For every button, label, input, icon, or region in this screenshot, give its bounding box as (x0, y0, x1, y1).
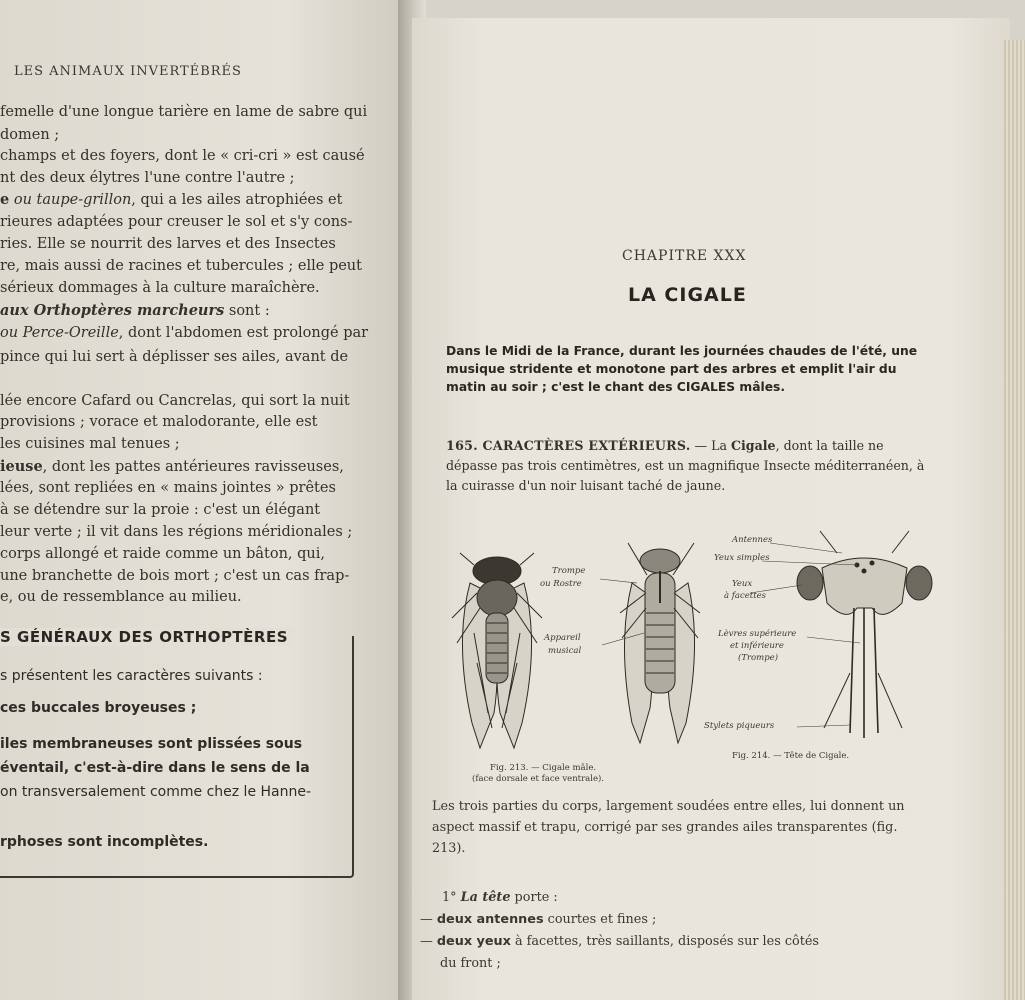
label-yeux-facettes-1: Yeux (732, 579, 753, 589)
left-text-line (0, 258, 362, 274)
left-text-line (0, 480, 336, 496)
left-text-line (0, 236, 336, 252)
caption-fig-214: Fig. 214. — Tête de Cigale. (732, 751, 850, 761)
left-text-run: rieures adaptées pour creuser le sol et s'y cons- (0, 214, 353, 230)
left-text-run: sont : (224, 303, 270, 319)
left-text-line (0, 458, 344, 475)
left-text-run: femelle d'une longue tarière en lame de sabre qui (0, 104, 368, 120)
cicada-ventral-drawing (620, 543, 700, 743)
page-block-edge (1004, 40, 1025, 1000)
cicada-dorsal-drawing (452, 553, 542, 748)
left-text-run: , dont les pattes antérieures ravisseuses, (42, 459, 344, 475)
left-text-run: lées, sont repliées en « mains jointes » prêtes (0, 480, 336, 496)
label-yeux-simples: Yeux simples (714, 553, 770, 563)
left-text-run: une branchette de bois mort ; c'est un cas frap- (0, 568, 350, 584)
label-yeux-facettes-2: à facettes (724, 591, 766, 601)
summary-box-line: iles membraneuses sont plissées sous (0, 736, 303, 752)
left-text-line (0, 436, 180, 452)
chapter-title: LA CIGALE (628, 284, 747, 306)
label-appareil: Appareil (544, 633, 581, 643)
left-text-line (0, 393, 350, 409)
section-text: — La (690, 438, 731, 453)
left-text-bold: ieuse (0, 458, 43, 475)
left-text-bold: e (0, 191, 10, 208)
list-item: — deux yeux à facettes, très saillants, disposés sur les côtés (420, 934, 819, 949)
list-item (440, 956, 501, 971)
section-165 (446, 436, 926, 496)
label-levres-3: (Trompe) (738, 653, 779, 663)
left-text-bold: aux Orthoptères marcheurs (0, 302, 225, 319)
left-text-line (0, 325, 368, 341)
left-text-run: corps allongé et raide comme un bâton, qui, (0, 546, 326, 562)
cicada-illustrations (432, 513, 952, 783)
left-text-line (0, 349, 348, 365)
tete-rest: porte : (510, 890, 558, 905)
left-text-run: pince qui lui sert à déplisser ses ailes, avant de (0, 349, 349, 365)
list-item: — deux antennes courtes et fines ; (420, 912, 657, 927)
left-text-run: re, mais aussi de racines et tubercules ; elle peut (0, 258, 362, 274)
body-paragraph: Les trois parties du corps, largement soudées entre elles, lui donnent un aspect massif et trapu, corrigé par ses grandes ailes transparentes (fig. 213). (432, 799, 905, 856)
tete-heading (442, 890, 558, 905)
left-text-line (0, 104, 367, 120)
caption-fig-213-line1: Fig. 213. — Cigale mâle. (490, 763, 597, 773)
left-text-run: nt des deux élytres l'une contre l'autre ; (0, 170, 295, 186)
running-head: LES ANIMAUX INVERTÉBRÉS (14, 64, 242, 79)
list-item-rest: courtes et fines ; (543, 912, 657, 927)
left-text-line (0, 214, 352, 230)
label-rostre: ou Rostre (540, 579, 582, 589)
cicada-head-drawing (797, 531, 932, 738)
tete-label: La tête (460, 890, 511, 905)
list-item-rest: du front ; (440, 956, 501, 971)
label-stylets: Stylets piqueurs (704, 721, 775, 731)
left-page (0, 0, 408, 1000)
caption-fig-213-line2: (face dorsale et face ventrale). (472, 774, 604, 784)
list-item-rest: à facettes, très saillants, disposés sur les côtés (510, 934, 819, 949)
left-text-run: à se détendre sur la proie : c'est un élégant (0, 502, 321, 518)
left-text-italic: ou Perce-Oreille (0, 325, 119, 341)
left-text-run: , dont l'abdomen est prolongé par (118, 325, 369, 341)
right-page (412, 18, 1010, 1000)
left-text-line (0, 414, 318, 430)
tete-number: 1° (442, 890, 457, 905)
left-text-line (0, 546, 325, 562)
left-text-line (0, 568, 349, 584)
summary-box-line: éventail, c'est-à-dire dans le sens de la (0, 760, 310, 776)
list-item-bold: deux yeux (436, 934, 511, 949)
left-text-line (0, 280, 320, 296)
label-levres-1: Lèvres supérieure (718, 629, 797, 639)
figure-area (432, 513, 952, 783)
section-heading: 165. CARACTÈRES EXTÉRIEURS. (446, 438, 691, 453)
left-text-line (0, 502, 320, 518)
section-bold-term: Cigale (731, 438, 776, 453)
left-text-line (0, 524, 352, 540)
summary-box-line: s présentent les caractères suivants : (0, 668, 263, 684)
chapter-number: CHAPITRE XXX (622, 248, 747, 264)
left-text-run: leur verte ; il vit dans les régions méridionales ; (0, 524, 353, 540)
left-text-line (0, 302, 270, 319)
section-text-cont: , dont la taille ne dépasse pas trois centimètres, est un magnifique Insecte méditerranéen, à la cuirasse d'un noir luisant taché de jaune. (446, 438, 925, 493)
summary-box-line: ces buccales broyeuses ; (0, 700, 197, 716)
list-item-bold: deux antennes (436, 912, 544, 927)
left-text-line (0, 170, 295, 186)
summary-box-title: S GÉNÉRAUX DES ORTHOPTÈRES (0, 628, 294, 646)
label-trompe: Trompe (552, 566, 586, 576)
left-text-italic: ou taupe-grillon (9, 192, 132, 208)
left-text-run: provisions ; vorace et malodorante, elle est (0, 414, 318, 430)
left-text-run: les cuisines mal tenues ; (0, 436, 180, 452)
label-levres-2: et inférieure (730, 641, 784, 651)
summary-box-line: rphoses sont incomplètes. (0, 834, 209, 850)
left-text-line (0, 148, 365, 164)
left-text-run: , qui a les ailes atrophiées et (131, 192, 343, 208)
label-musical: musical (548, 646, 582, 656)
left-text-line (0, 127, 59, 143)
chapter-intro: Dans le Midi de la France, durant les journées chaudes de l'été, une musique stridente et monotone part des arbres et emplit l'air du matin au soir ; c'est le chant des CIGALES mâles. (446, 344, 918, 394)
left-text-run: ries. Elle se nourrit des larves et des Insectes (0, 236, 336, 252)
left-text-line (0, 191, 342, 208)
left-text-run: domen ; (0, 127, 60, 143)
label-antennes: Antennes (732, 535, 773, 545)
left-text-line (0, 589, 242, 605)
left-text-run: lée encore Cafard ou Cancrelas, qui sort la nuit (0, 393, 350, 409)
left-text-run: champs et des foyers, dont le « cri-cri » est causé (0, 148, 365, 164)
summary-box-line: on transversalement comme chez le Hanne- (0, 784, 312, 800)
left-text-run: sérieux dommages à la culture maraîchère. (0, 280, 320, 296)
left-text-run: e, ou de ressemblance au milieu. (0, 589, 242, 605)
